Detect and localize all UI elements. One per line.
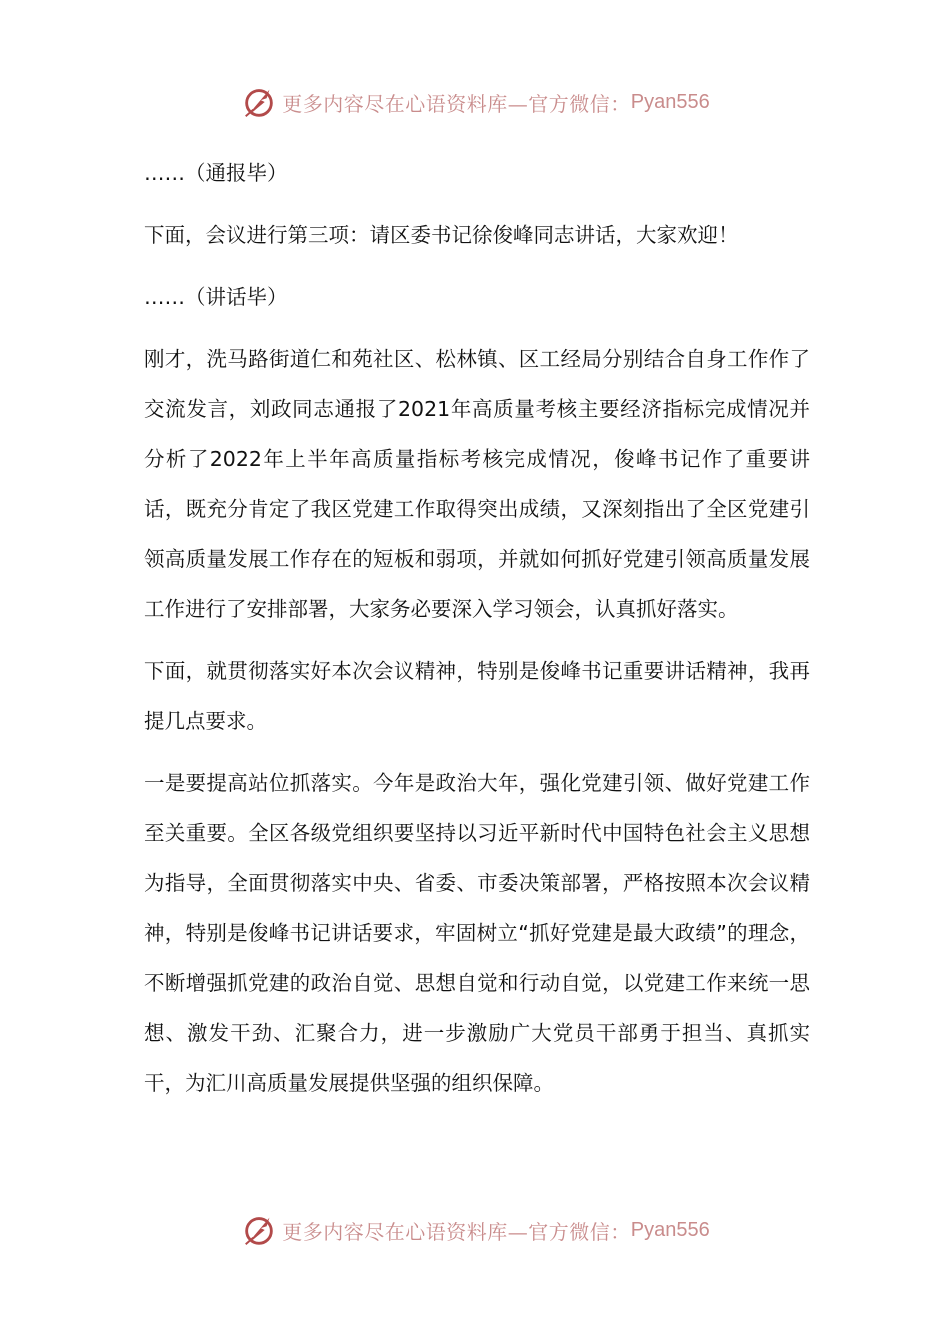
paragraph: 下面，就贯彻落实好本次会议精神，特别是俊峰书记重要讲话精神，我再提几点要求。 bbox=[144, 659, 810, 733]
paragraph: ……（通报毕） bbox=[144, 161, 288, 185]
paragraph: ……（讲话毕） bbox=[144, 285, 288, 309]
watermark-footer bbox=[0, 1210, 950, 1250]
quill-logo-icon bbox=[240, 1211, 278, 1249]
watermark-text: 更多内容尽在心语资料库—官方微信： bbox=[282, 1219, 631, 1244]
quill-logo-icon bbox=[240, 83, 278, 121]
watermark-header bbox=[0, 82, 950, 122]
document-body bbox=[144, 148, 810, 1120]
paragraph: 刚才，洗马路街道仁和苑社区、松林镇、区工经局分别结合自身工作作了交流发言，刘政同志通报了2021年高质量考核主要经济指标完成情况并分析了2022年上半年高质量指标考核完成情况，俊峰书记作了重要讲话，既充分肯定了我区党建工作取得突出成绩，又深刻指出了全区党建引领高质量发展工作存在的短板和弱项，并就如何抓好党建引领高质量发展工作进行了安排部署，大家务必要深入学习领会，认真抓好落实。 bbox=[144, 347, 810, 621]
paragraph: 下面，会议进行第三项：请区委书记徐俊峰同志讲话，大家欢迎！ bbox=[144, 223, 739, 247]
watermark-handle: Pyan556 bbox=[630, 90, 710, 113]
paragraph: 一是要提高站位抓落实。今年是政治大年，强化党建引领、做好党建工作至关重要。全区各级党组织要坚持以习近平新时代中国特色社会主义思想为指导，全面贯彻落实中央、省委、市委决策部署，严格按照本次会议精神，特别是俊峰书记讲话要求，牢固树立“抓好党建是最大政绩”的理念，不断增强抓党建的政治自觉、思想自觉和行动自觉，以党建工作来统一思想、激发干劲、汇聚合力，进一步激励广大党员干部勇于担当、真抓实干，为汇川高质量发展提供坚强的组织保障。 bbox=[144, 771, 810, 1095]
watermark-handle: Pyan556 bbox=[630, 1218, 710, 1241]
watermark-text: 更多内容尽在心语资料库—官方微信： bbox=[282, 91, 631, 116]
